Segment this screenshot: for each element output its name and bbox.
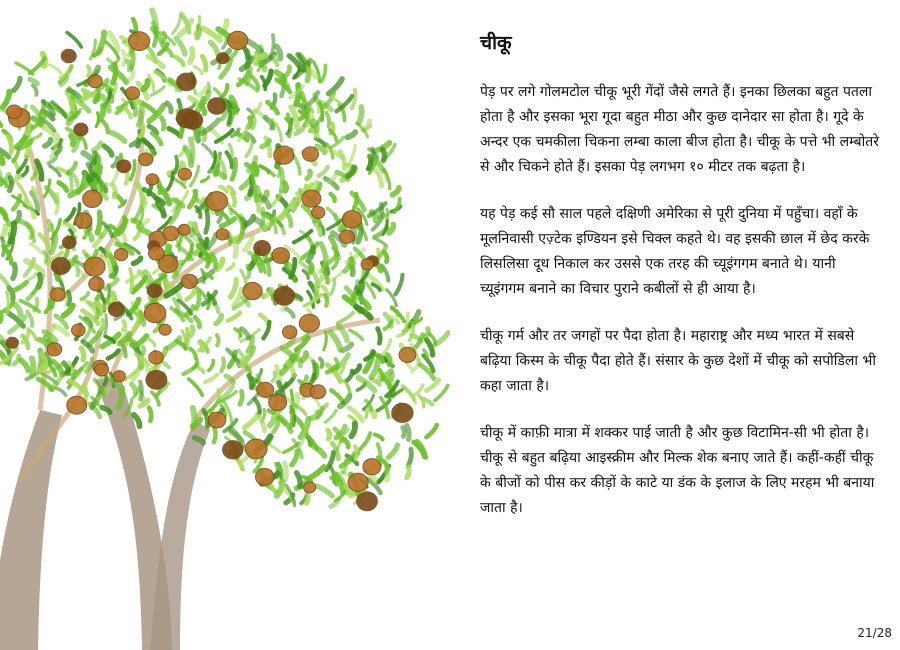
page-title: चीकू <box>480 32 512 54</box>
page-number: 21/28 <box>857 626 892 640</box>
article <box>480 28 880 543</box>
paragraph-3: चीकू गर्म और तर जगहों पर पैदा होता है। महाराष्ट्र और मध्य भारत में सबसे बढ़िया किस्म के चीकू पैदा होते हैं। संसार के कुछ देशों में चीकू को सपोडिला भी कहा जाता है। <box>480 328 876 394</box>
paragraph-1: पेड़ पर लगे गोलमटोल चीकू भूरी गेंदों जैसे लगते हैं। इनका छिलका बहुत पतला होता है और इसका भूरा गूदा बहुत मीठा और कुछ दानेदार सा होता है। गूदे के अन्दर एक चमकीला चिकना लम्बा काला बीज होता है। चीकू के पत्ते भी लम्बोतरे से और चिकने होते हैं। इसका पेड़ लगभग १० मीटर तक बढ़ता है। <box>480 84 880 175</box>
paragraph-2: यह पेड़ कई सौ साल पहले दक्षिणी अमेरिका से पूरी दुनिया में पहुँचा। वहाँ के मूलनिवासी एज़्टेक इण्डियन इसे चिक्ल कहते थे। वह इसकी छाल में छेद करके लिसलिसा दूध निकाल कर उससे एक तरह की च्यूइंगगम बनाते थे। यानी च्यूइंगगम बनाने का विचार पुराने कबीलों से ही आया है। <box>480 206 870 297</box>
tree-trunks <box>0 375 210 650</box>
tree-leaves <box>0 10 448 506</box>
paragraph-4: चीकू में काफ़ी मात्रा में शक्कर पाई जाती है और कुछ विटामिन-सी भी होता है। चीकू से बहुत बढ़िया आइस्क्रीम और मिल्क शेक बनाए जाते हैं। कहीं-कहीं चीकू के बीजों को पीस कर कीड़ों के काटे या डंक के इलाज के लिए मरहम भी बनाया जाता है। <box>480 425 875 516</box>
